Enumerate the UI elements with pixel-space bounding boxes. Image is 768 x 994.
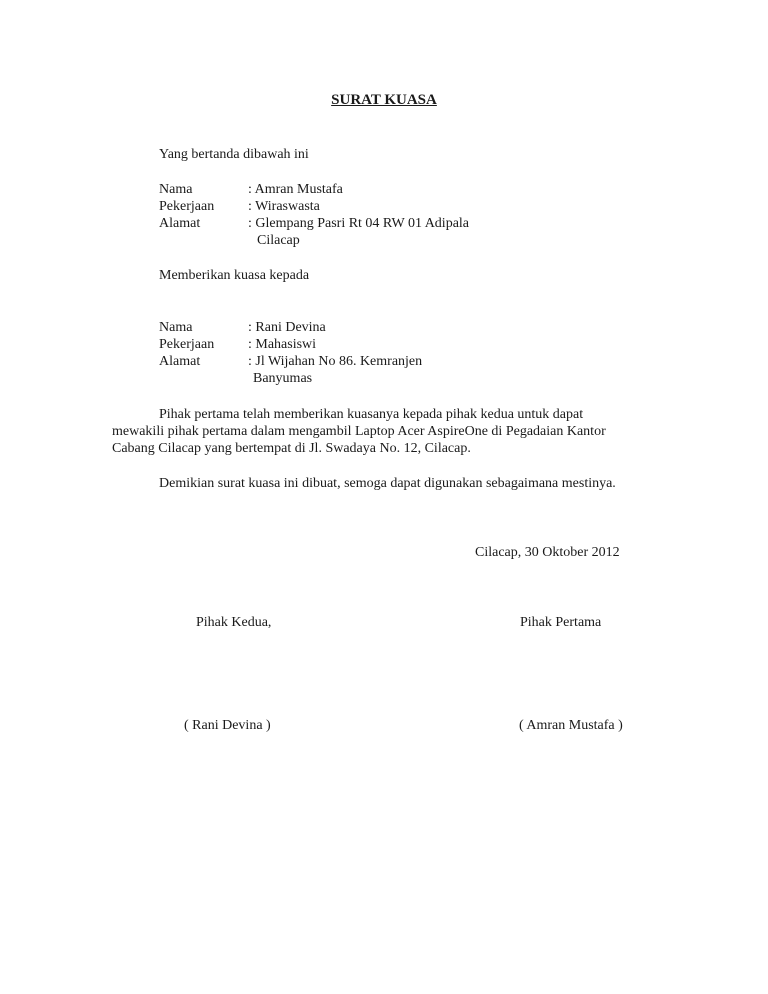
first-party-address-line2: Cilacap xyxy=(257,233,300,248)
left-signer-name: ( Rani Devina ) xyxy=(184,718,271,733)
second-party-name-value: : Rani Devina xyxy=(248,320,326,335)
first-party-job-value: : Wiraswasta xyxy=(248,199,320,214)
first-party-name-value: : Amran Mustafa xyxy=(248,182,343,197)
closing-text: Demikian surat kuasa ini dibuat, semoga dapat digunakan sebagaimana mestinya. xyxy=(159,476,616,491)
place-date: Cilacap, 30 Oktober 2012 xyxy=(475,545,620,560)
body-line-3: Cabang Cilacap yang bertempat di Jl. Swadaya No. 12, Cilacap. xyxy=(112,441,471,456)
first-party-job-label: Pekerjaan xyxy=(159,199,215,214)
second-party-name-label: Nama xyxy=(159,320,193,335)
second-party-address-line2: Banyumas xyxy=(253,371,313,386)
left-signer-role: Pihak Kedua, xyxy=(196,615,272,630)
second-party-job-label: Pekerjaan xyxy=(159,337,215,352)
right-signer-name: ( Amran Mustafa ) xyxy=(519,718,623,733)
first-party-address-line1: : Glempang Pasri Rt 04 RW 01 Adipala xyxy=(248,216,470,231)
second-party-job-value: : Mahasiswi xyxy=(248,337,317,352)
grant-text: Memberikan kuasa kepada xyxy=(159,268,310,283)
first-party-name-label: Nama xyxy=(159,182,193,197)
right-signer-role: Pihak Pertama xyxy=(520,615,602,630)
intro-text: Yang bertanda dibawah ini xyxy=(159,147,309,162)
second-party-address-line1: : Jl Wijahan No 86. Kemranjen xyxy=(248,354,423,369)
second-party-address-label: Alamat xyxy=(159,354,201,369)
document-title: SURAT KUASA xyxy=(331,92,437,108)
body-line-2: mewakili pihak pertama dalam mengambil Laptop Acer AspireOne di Pegadaian Kantor xyxy=(112,424,606,439)
first-party-address-label: Alamat xyxy=(159,216,201,231)
body-line-1: Pihak pertama telah memberikan kuasanya kepada pihak kedua untuk dapat xyxy=(159,407,584,422)
